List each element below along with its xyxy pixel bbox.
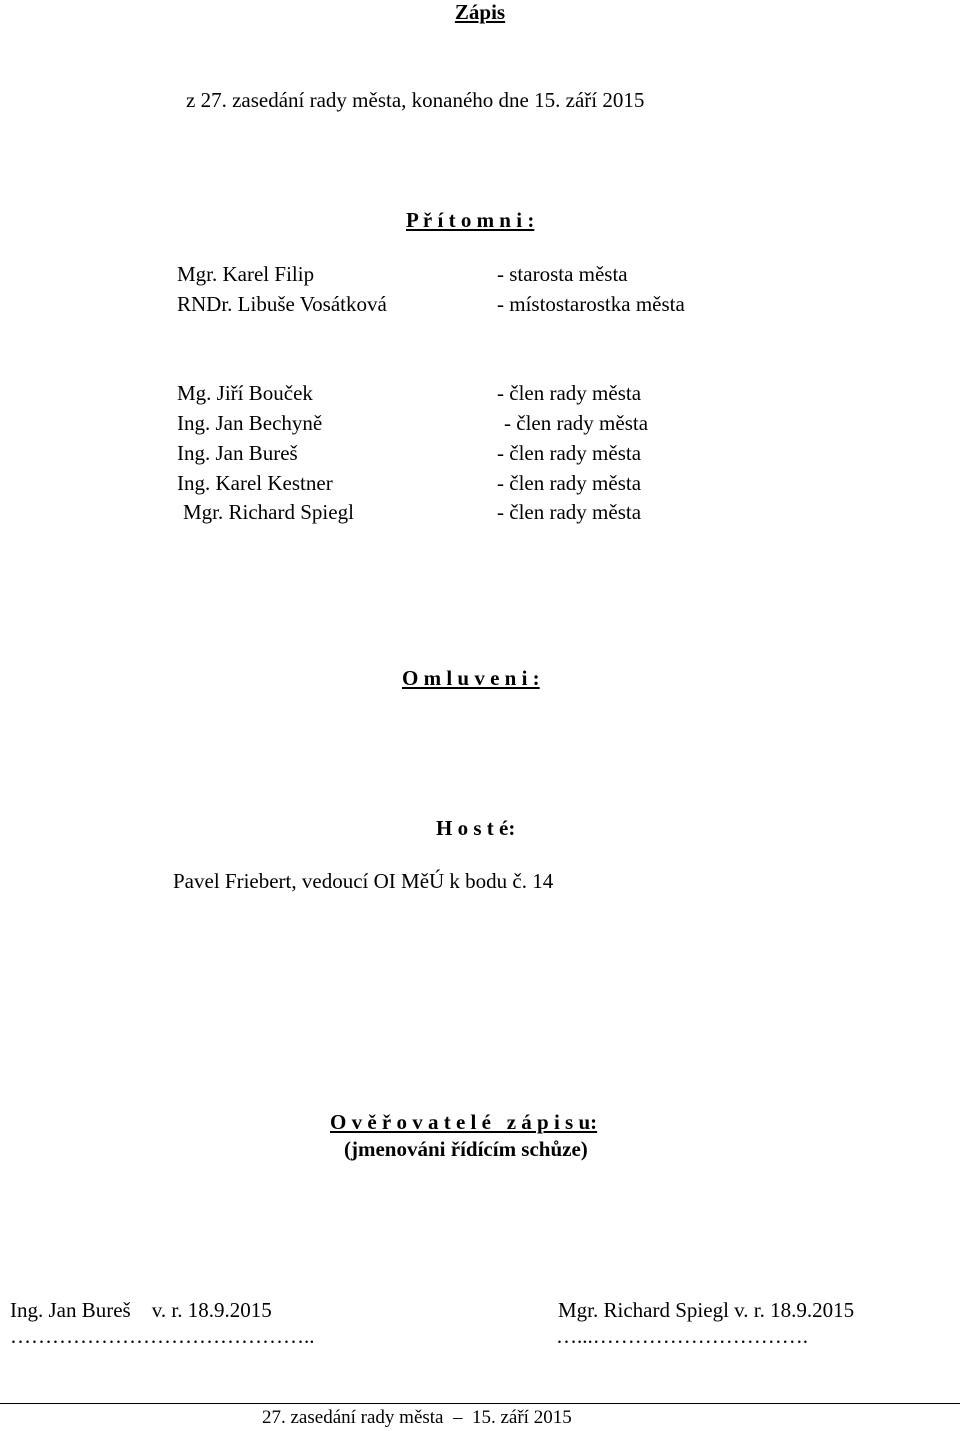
official-role: - místostarostka města — [497, 292, 685, 316]
guests-text: Pavel Friebert, vedoucí OI MěÚ k bodu č. 14 — [173, 869, 554, 893]
member-name: Mg. Jiří Bouček — [177, 381, 313, 405]
signature-dots: …...…………………………. — [556, 1324, 808, 1348]
excused-heading: O m l u v e n i : — [402, 666, 540, 690]
signature-label: Mgr. Richard Spiegl v. r. 18.9.2015 — [558, 1298, 855, 1322]
page-footer: 27. zasedání rady města – 15. září 2015 — [262, 1407, 572, 1428]
official-name: Mgr. Karel Filip — [177, 262, 315, 286]
member-role: - člen rady města — [497, 471, 642, 495]
present-heading: P ř í t o m n i : — [406, 208, 535, 232]
signature-dots: …………………………………….. — [10, 1324, 315, 1348]
official-role: - starosta města — [497, 262, 628, 286]
footer-rule — [0, 1403, 960, 1404]
verifiers-heading: O v ě ř o v a t e l é z á p i s u: — [330, 1110, 598, 1134]
guests-heading: H o s t é: — [436, 816, 516, 840]
signature-label: Ing. Jan Bureš v. r. 18.9.2015 — [10, 1298, 272, 1322]
member-role: - člen rady města — [504, 411, 649, 435]
document-title: Zápis — [454, 0, 506, 24]
member-role: - člen rady města — [497, 500, 642, 524]
member-role: - člen rady města — [497, 381, 642, 405]
member-role: - člen rady města — [497, 441, 642, 465]
member-name: Ing. Jan Bechyně — [177, 411, 323, 435]
member-name: Ing. Jan Bureš — [177, 441, 298, 465]
document-subtitle: z 27. zasedání rady města, konaného dne 15. září 2015 — [186, 88, 645, 112]
official-name: RNDr. Libuše Vosátková — [177, 292, 387, 316]
verifiers-subheading: (jmenováni řídícím schůze) — [344, 1137, 588, 1161]
member-name: Mgr. Richard Spiegl — [183, 500, 354, 524]
member-name: Ing. Karel Kestner — [177, 471, 333, 495]
